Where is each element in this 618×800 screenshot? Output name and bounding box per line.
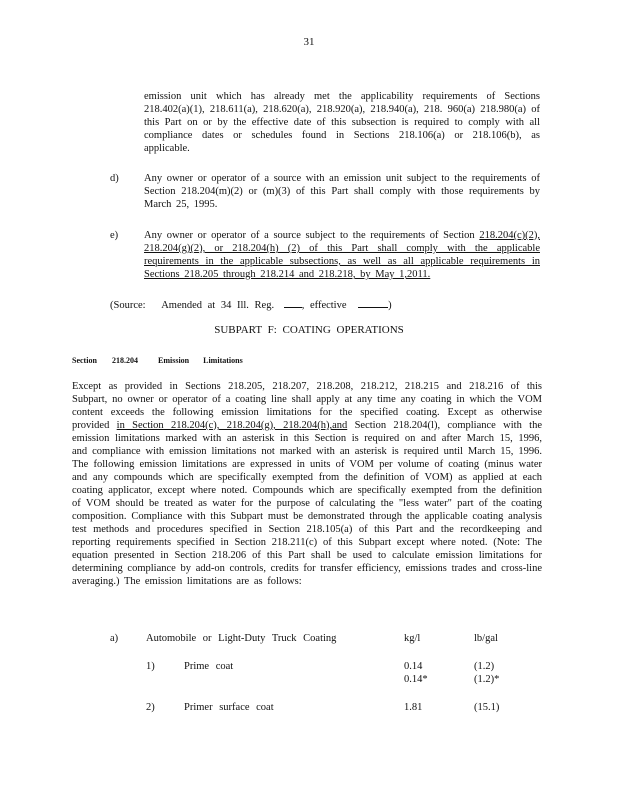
- source-close: ): [388, 300, 392, 311]
- item-d-text: Any owner or operator of a source with an emission unit subject to the requirements of Section 218.204(m)(2) or (m)(3) of this Part shall comply with those requirements by March 25, 1995.: [144, 173, 540, 210]
- section-word: Section: [72, 356, 97, 365]
- row-1-kg-1: 0.14: [404, 661, 423, 672]
- effective-date-blank: [358, 297, 388, 308]
- table-category: Automobile or Light-Duty Truck Coating: [146, 633, 337, 644]
- item-e-amended-text: 218.204(c)(2), 218.204(g)(2), or 218.204(h) (2) of this Part shall comply with the applicable requirements in the applicable subsections, as well as all applicable requirements in Sections 218.205 through 218.214 and 218.218, by May 1,2011.: [144, 230, 540, 280]
- table-label: a): [110, 633, 119, 644]
- item-e-label: e): [110, 230, 119, 241]
- source-amended: Amended at 34 Ill. Reg.: [161, 300, 275, 311]
- source-effective: , effective: [301, 300, 347, 311]
- main-paragraph: [72, 380, 542, 588]
- main-paragraph-part-2: Section 218.204(l), compliance with the emission limitations marked with an asterisk in this Section is required on and after March 15, 1996, and compliance with emission limitations not marked with an asterisk is required until March 15, 1996. The following emission limitations are expressed in units of VOM per volume of coating (minus water and any compounds which are specifically exempted from the definition of VOM) as applied at each coating applicator, except where noted. Compounds which are specifically exempted from the definition of VOM should be treated as water for the purpose of calculating the "less water" part of the coating composition. Compliance with this Subpart must be demonstrated through the applicable coating analysis test methods and procedures specified in Section 218.105(a) of this Part and the recordkeeping and reporting requirements specified in Section 218.211(c) of this Subpart except where noted. (Note: The equation presented in Section 218.206 of this Part shall be used to calculate emission limitations for determining compliance by add-on controls, credits for transfer efficiency, emissions trades and cross-line averaging.) The emission limitations are as follows:: [72, 420, 542, 587]
- main-paragraph-amended: in Section 218.204(c), 218.204(g), 218.204(h),and: [116, 420, 348, 431]
- item-e-plain: Any owner or operator of a source subject to the requirements of Section: [144, 230, 480, 241]
- row-1-num: 1): [146, 661, 155, 672]
- row-1-lb-2: (1.2)*: [474, 674, 500, 685]
- continued-paragraph: emission unit which has already met the applicability requirements of Sections 218.402(a)(1), 218.611(a), 218.620(a), 218.920(a), 218.940(a), 218. 960(a) 218.980(a) of this Part on or by the effective date of this subsection is required to comply with all compliance dates or schedules found in Sections 218.106(a) or 218.106(b), as applicable.: [144, 91, 540, 154]
- col-kg-header: kg/l: [404, 633, 421, 644]
- section-title: Emission Limitations: [158, 356, 243, 365]
- row-2-kg: 1.81: [404, 702, 423, 713]
- subpart-heading: SUBPART F: COATING OPERATIONS: [214, 324, 404, 336]
- main-paragraph-part-1: Except as provided in Sections 218.205, 218.207, 218.208, 218.212, 218.215 and 218.216 of this Subpart, no owner or operator of a coating line shall apply at any time any coating in which the VOM content exceeds the following emission limitations for the specified coating. Except as otherwise provided: [72, 381, 542, 431]
- source-open: (Source:: [110, 300, 146, 311]
- section-number: 218.204: [112, 356, 138, 365]
- row-2-lb: (15.1): [474, 702, 500, 713]
- source-note: [110, 297, 392, 312]
- row-2-num: 2): [146, 702, 155, 713]
- item-d-label: d): [110, 173, 119, 184]
- row-2-name: Primer surface coat: [184, 702, 274, 713]
- col-lb-header: lb/gal: [474, 633, 498, 644]
- row-1-kg-2: 0.14*: [404, 674, 428, 685]
- reg-page-blank: [284, 297, 302, 308]
- page-number: 31: [303, 36, 315, 48]
- item-e-text: [144, 229, 540, 281]
- row-1-name: Prime coat: [184, 661, 234, 672]
- row-1-lb-1: (1.2): [474, 661, 495, 672]
